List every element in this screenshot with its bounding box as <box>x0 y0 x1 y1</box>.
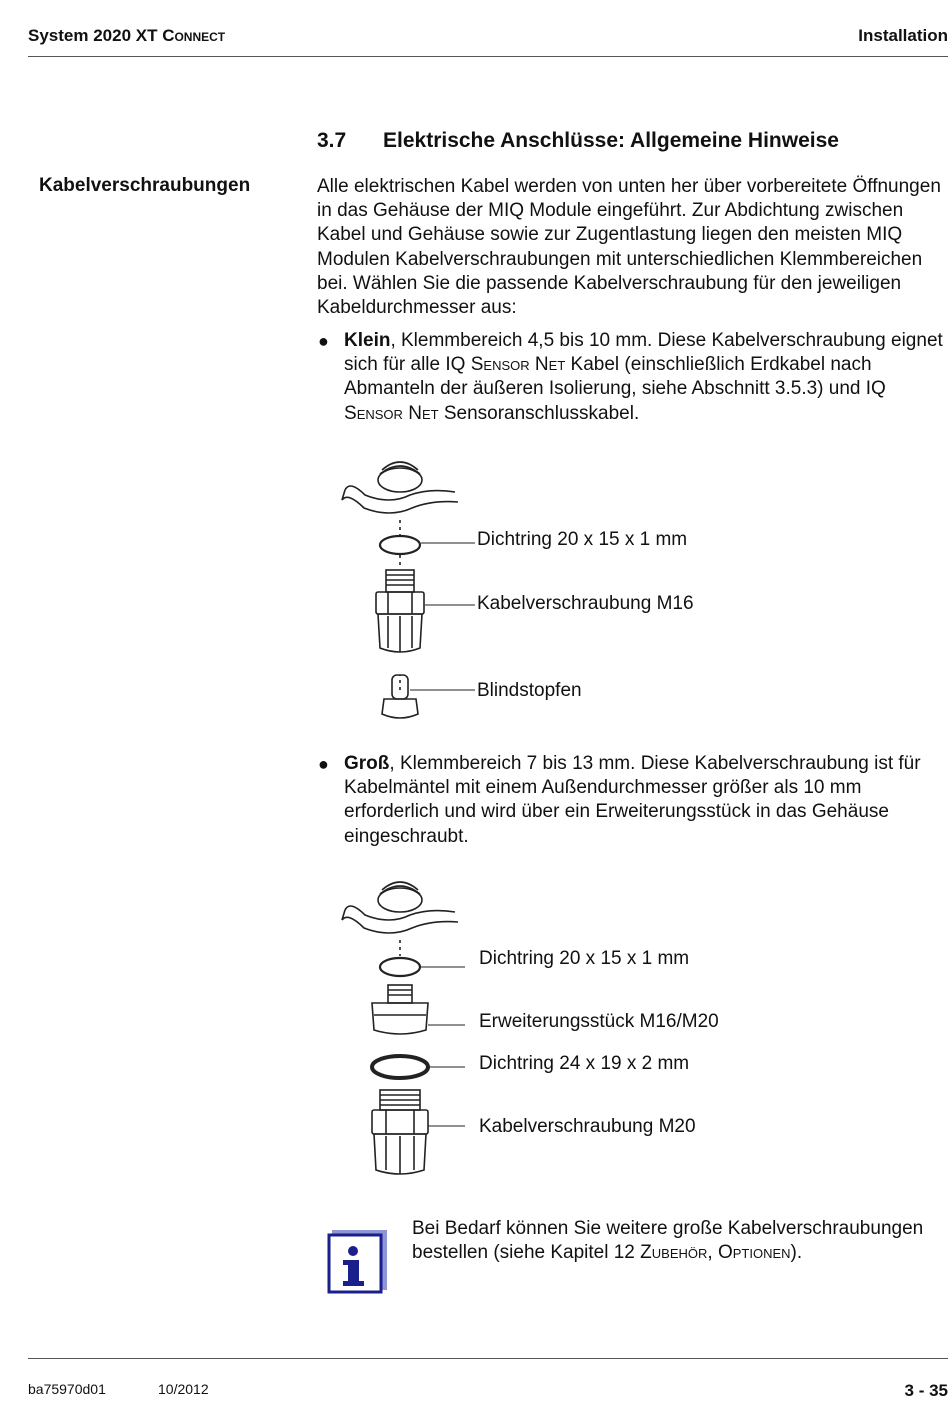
section-heading <box>317 129 839 153</box>
footer-date: 10/2012 <box>158 1381 209 1397</box>
running-header-title: System 2020 XT Connect <box>28 26 226 45</box>
caption-extension-m16-m20: Erweiterungsstück M16/M20 <box>479 1011 719 1032</box>
bullet-small-gland: Klein, Klemmbereich 4,5 bis 10 mm. Diese Kabelverschraubung eignet sich für alle IQ Sensor Net Kabel (einschließlich Erdkabel nach Abmanteln der äußeren Isolierung, siehe Abschnitt 3.5.3) und IQ Sensor Net Sensoranschlusskabel. <box>344 330 943 424</box>
margin-label: Kabelverschraubungen <box>39 175 251 196</box>
caption-gland-m20: Kabelverschraubung M20 <box>479 1116 696 1137</box>
caption-blanking-plug: Blindstopfen <box>477 680 582 701</box>
bullet-icon: ● <box>318 331 329 351</box>
large-gland-diagram <box>330 870 480 1180</box>
bullet-large-gland: Groß, Klemmbereich 7 bis 13 mm. Diese Kabelverschraubung ist für Kabelmäntel mit einem Außendurchmesser größer als 10 mm erforderlich und wird über ein Erweiterungsstück in das Gehäuse eingeschraubt. <box>344 753 921 847</box>
intro-paragraph: Alle elektrischen Kabel werden von unten her über vorbereitete Öffnungen in das Gehäuse der MIQ Module eingeführt. Zur Abdichtung zwischen Kabel und Gehäuse sowie zur Zugentlastung liegen den meisten MIQ Modulen Kabelverschraubungen mit unterschiedlichen Klemmbereichen bei. Wählen Sie die passende Kabelverschraubung für den jeweiligen Kabeldurchmesser aus: <box>317 176 941 319</box>
caption-o-ring-20x15x1: Dichtring 20 x 15 x 1 mm <box>479 948 690 969</box>
bullet-icon: ● <box>318 754 329 774</box>
caption-gland-m16: Kabelverschraubung M16 <box>477 593 694 614</box>
header-rule <box>28 56 948 57</box>
note-text: Bei Bedarf können Sie weitere große Kabelverschraubungen bestellen (siehe Kapitel 12 Zubehör, Optionen). <box>412 1218 924 1264</box>
info-icon <box>328 1229 388 1293</box>
small-gland-diagram <box>330 450 480 730</box>
footer-rule <box>28 1358 948 1359</box>
caption-o-ring-24x19x2: Dichtring 24 x 19 x 2 mm <box>479 1053 690 1074</box>
page-number: 3 - 35 <box>904 1381 948 1400</box>
caption-o-ring-20x15x1: Dichtring 20 x 15 x 1 mm <box>477 529 688 550</box>
section-title: Elektrische Anschlüsse: Allgemeine Hinweise <box>383 129 839 152</box>
footer-doc-id: ba75970d01 <box>28 1381 106 1397</box>
running-header-section: Installation <box>858 26 948 45</box>
section-number: 3.7 <box>317 129 347 152</box>
